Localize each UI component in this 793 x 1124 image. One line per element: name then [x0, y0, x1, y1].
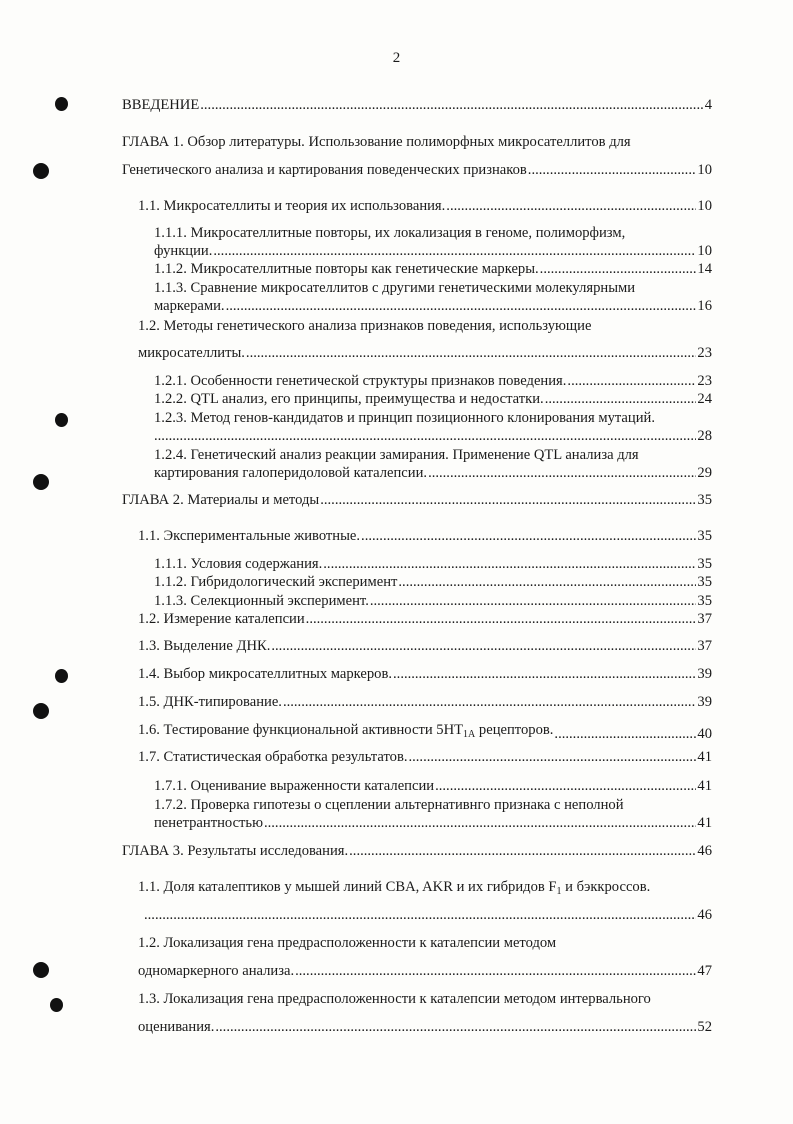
toc-entry-1-2-2[interactable]: 1.2.2. QTL анализ, его принципы, преимущества и недостатки. ..... 24: [154, 391, 712, 408]
toc-entry-2-1[interactable]: 1.1. Экспериментальные животные. ..... 35: [138, 528, 712, 545]
toc-entry-2-6[interactable]: 1.6. Тестирование функциональной активности $5НТ_{1A}$ рецепторов. ..... 40: [138, 722, 712, 743]
toc-entry-1-1-1[interactable]: функции. ..... 10: [154, 243, 712, 260]
toc-entry-2-3[interactable]: 1.3. Выделение ДНК. ..... 37: [138, 638, 712, 655]
toc-entry-2-4[interactable]: 1.4. Выбор микросателлитных маркеров. ..... 39: [138, 666, 712, 683]
toc-entry-1-1-2[interactable]: 1.1.2. Микросателлитные повторы как генетические маркеры. ..... 14: [154, 261, 712, 278]
toc-entry-1-1-1-title[interactable]: 1.1.1. Микросателлитные повторы, их локализация в геноме, полиморфизм,: [154, 225, 626, 241]
toc-entry-1-2-1[interactable]: 1.2.1. Особенности генетической структуры признаков поведения. ..... 23: [154, 373, 712, 390]
toc-entry-3-1-title[interactable]: 1.1. Доля каталептиков у мышей линий CBA, AKR и их гибридов $F_1$ и бэккроссов.: [138, 879, 651, 897]
toc-entry-2-7-1[interactable]: 1.7.1. Оценивание выраженности каталепсии ..... 41: [154, 778, 712, 795]
toc-entry-1-2-4[interactable]: картирования галоперидоловой каталепсии. ..... 29: [154, 465, 712, 482]
toc-entry-2-5[interactable]: 1.5. ДНК-типирование. ..... 39: [138, 694, 712, 711]
toc-entry-ch1-title[interactable]: ГЛАВА 1. Обзор литературы. Использование полиморфных микросателлитов для: [122, 134, 631, 150]
toc-entry-3-2-title[interactable]: 1.2. Локализация гена предрасположенности к каталепсии методом: [138, 935, 557, 951]
toc-entry-ch3[interactable]: ГЛАВА 3. Результаты исследования. ..... 46: [122, 843, 712, 860]
toc-entry-3-2[interactable]: одномаркерного анализа. ..... 47: [138, 963, 712, 980]
toc-entry-2-1-2[interactable]: 1.1.2. Гибридологический эксперимент ..... 35: [154, 574, 712, 591]
page-number: 2: [392, 50, 401, 66]
toc-entry-2-7-2[interactable]: пенетрантностью ..... 41: [154, 815, 712, 832]
toc-entry-ch2[interactable]: ГЛАВА 2. Материалы и методы ..... 35: [122, 492, 712, 509]
toc-entry-1-1[interactable]: 1.1. Микросателлиты и теория их использования. ..... 10: [138, 198, 712, 215]
toc-entry-1-2-title[interactable]: 1.2. Методы генетического анализа признаков поведения, использующие: [138, 318, 592, 334]
toc-entry-ch1[interactable]: Генетического анализа и картирования поведенческих признаков ..... 10: [122, 162, 712, 179]
toc-entry-2-1-3[interactable]: 1.1.3. Селекционный эксперимент. ..... 35: [154, 593, 712, 610]
toc-entry-2-7[interactable]: 1.7. Статистическая обработка результатов. ..... 41: [138, 749, 712, 766]
toc-entry-3-3-title[interactable]: 1.3. Локализация гена предрасположенности к каталепсии методом интервального: [138, 991, 651, 1007]
toc-entry-intro[interactable]: ВВЕДЕНИЕ ..... 4: [122, 97, 712, 114]
toc-entry-2-7-2-title[interactable]: 1.7.2. Проверка гипотезы о сцеплении альтернативнго признака с неполной: [154, 797, 624, 813]
toc-entry-3-1[interactable]: ..... 46: [144, 907, 712, 924]
toc-entry-1-2-3-title[interactable]: 1.2.3. Метод генов-кандидатов и принцип позиционного клонирования мутаций.: [154, 410, 655, 426]
toc-entry-3-3[interactable]: оценивания. ..... 52: [138, 1019, 712, 1036]
toc-entry-2-2[interactable]: 1.2. Измерение каталепсии ..... 37: [138, 611, 712, 628]
toc-entry-1-2-3[interactable]: ..... 28: [154, 428, 712, 445]
toc-entry-1-1-3[interactable]: маркерами. ..... 16: [154, 298, 712, 315]
toc-entry-1-2[interactable]: микросателлиты. ..... 23: [138, 345, 712, 362]
toc-entry-1-1-3-title[interactable]: 1.1.3. Сравнение микросателлитов с другими генетическими молекулярными: [154, 280, 636, 296]
toc-entry-1-2-4-title[interactable]: 1.2.4. Генетический анализ реакции замирания. Применение QTL анализа для: [154, 447, 639, 463]
toc-entry-2-1-1[interactable]: 1.1.1. Условия содержания. ..... 35: [154, 556, 712, 573]
